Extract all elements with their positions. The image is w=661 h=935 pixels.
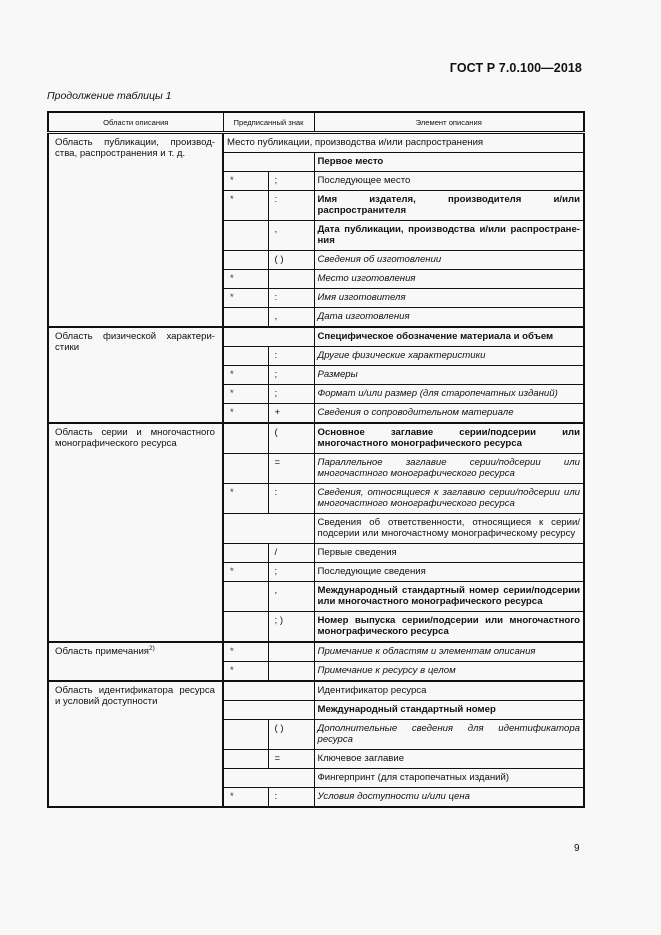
repeat-sign-cell [223,308,268,328]
repeat-sign-cell [223,750,268,769]
table-row [48,642,584,662]
prescribed-sign-cell: : [268,788,314,808]
element-cell: Место публикации, производства и/или распространения [223,133,584,153]
repeat-sign-cell: * [223,366,268,385]
element-cell: Международный стандартный номер [314,701,584,720]
prescribed-sign-cell: : [268,289,314,308]
repeat-sign-cell: * [223,270,268,289]
repeat-sign-cell: * [223,662,268,682]
prescribed-sign-cell: : [268,347,314,366]
table-row [48,133,584,153]
area-name-cell [48,327,223,423]
repeat-sign-cell [223,720,268,750]
element-cell: Дополнительные сведения для идентификатора ресурса [314,720,584,750]
column-header-element: Элемент описания [314,112,584,133]
prescribed-sign-cell: ; ) [268,612,314,643]
repeat-sign-cell: * [223,563,268,582]
sign-cell-empty [223,701,314,720]
element-cell: Последующие сведения [314,563,584,582]
table-body [48,133,584,808]
element-cell: Сведения о сопроводительном материале [314,404,584,424]
repeat-sign-cell: * [223,404,268,424]
prescribed-sign-cell: : [268,484,314,514]
element-cell: Сведения об изготовлении [314,251,584,270]
element-cell: Дата публикации, производства и/или распростране-ния [314,221,584,251]
repeat-sign-cell: * [223,385,268,404]
repeat-sign-cell [223,251,268,270]
prescribed-sign-cell [268,270,314,289]
page-number: 9 [574,843,580,854]
table-row [48,423,584,454]
element-cell: Параллельное заглавие серии/подсерии или многочастного монографического ресурса [314,454,584,484]
repeat-sign-cell [223,221,268,251]
table-caption: Продолжение таблицы 1 [47,90,172,102]
prescribed-sign-cell: ; [268,385,314,404]
area-name-cell [48,642,223,681]
element-cell: Другие физические характеристики [314,347,584,366]
repeat-sign-cell [223,423,268,454]
prescribed-sign-cell: , [268,582,314,612]
prescribed-sign-cell: , [268,308,314,328]
sign-cell-empty [223,681,314,701]
repeat-sign-cell: * [223,191,268,221]
prescribed-sign-cell: ; [268,172,314,191]
table-row [48,327,584,347]
area-name-cell [48,423,223,642]
description-areas-table [47,111,585,808]
area-name: Область серии и многочастного монографического ресурса [55,427,215,449]
prescribed-sign-cell: + [268,404,314,424]
element-cell: Условия доступности и/или цена [314,788,584,808]
repeat-sign-cell [223,612,268,643]
prescribed-sign-cell: ; [268,563,314,582]
repeat-sign-cell [223,582,268,612]
element-cell: Имя изготовителя [314,289,584,308]
repeat-sign-cell: * [223,788,268,808]
element-cell: Формат и/или размер (для старопечатных изданий) [314,385,584,404]
footnote-ref: 2) [149,645,155,652]
element-cell: Примечание к ресурсу в целом [314,662,584,682]
prescribed-sign-cell: = [268,750,314,769]
prescribed-sign-cell [268,662,314,682]
sign-cell-empty [223,514,314,544]
element-cell: Основное заглавие серии/подсерии или многочастного монографического ресурса [314,423,584,454]
prescribed-sign-cell: : [268,191,314,221]
repeat-sign-cell [223,544,268,563]
column-header-sign: Предписанный знак [223,112,314,133]
prescribed-sign-cell: / [268,544,314,563]
sign-cell-empty [223,769,314,788]
element-cell: Сведения об ответственности, относящиеся к серии/подсерии или многочастному монографическому ресурсу [314,514,584,544]
repeat-sign-cell: * [223,289,268,308]
prescribed-sign-cell: ( [268,423,314,454]
prescribed-sign-cell [268,642,314,662]
document-code: ГОСТ Р 7.0.100—2018 [449,61,582,75]
element-cell: Первое место [314,153,584,172]
element-cell: Имя издателя, производителя и/или распространителя [314,191,584,221]
column-header-areas: Области описания [48,112,223,133]
element-cell: Ключевое заглавие [314,750,584,769]
repeat-sign-cell [223,347,268,366]
element-cell: Последующее место [314,172,584,191]
element-cell: Размеры [314,366,584,385]
element-cell: Сведения, относящиеся к заглавию серии/подсерии или многочастного монографического ресурса [314,484,584,514]
prescribed-sign-cell: ( ) [268,251,314,270]
prescribed-sign-cell: = [268,454,314,484]
area-name: Область физической характери-стики [55,331,215,353]
element-cell: Международный стандартный номер серии/подсерии или многочастного монографического ресурса [314,582,584,612]
element-cell: Дата изготовления [314,308,584,328]
element-cell: Номер выпуска серии/подсерии или многочастного монографического ресурса [314,612,584,643]
repeat-sign-cell: * [223,484,268,514]
repeat-sign-cell [223,454,268,484]
area-name: Область идентификатора ресурса и условий доступности [55,685,215,707]
element-cell: Первые сведения [314,544,584,563]
prescribed-sign-cell: ( ) [268,720,314,750]
element-cell: Фингерпринт (для старопечатных изданий) [314,769,584,788]
sign-cell-empty [223,153,314,172]
sign-cell-empty [223,327,314,347]
element-cell: Примечание к областям и элементам описания [314,642,584,662]
area-name: Область публикации, производ-ства, распространения и т. д. [55,137,215,159]
repeat-sign-cell: * [223,642,268,662]
element-cell: Место изготовления [314,270,584,289]
element-cell: Специфическое обозначение материала и объем [314,327,584,347]
area-name-cell [48,133,223,328]
element-cell: Идентификатор ресурса [314,681,584,701]
repeat-sign-cell: * [223,172,268,191]
table-header-row [48,112,584,133]
area-name: Область примечания [55,646,150,657]
table-row [48,681,584,701]
prescribed-sign-cell: ; [268,366,314,385]
area-name-cell [48,681,223,807]
prescribed-sign-cell: , [268,221,314,251]
